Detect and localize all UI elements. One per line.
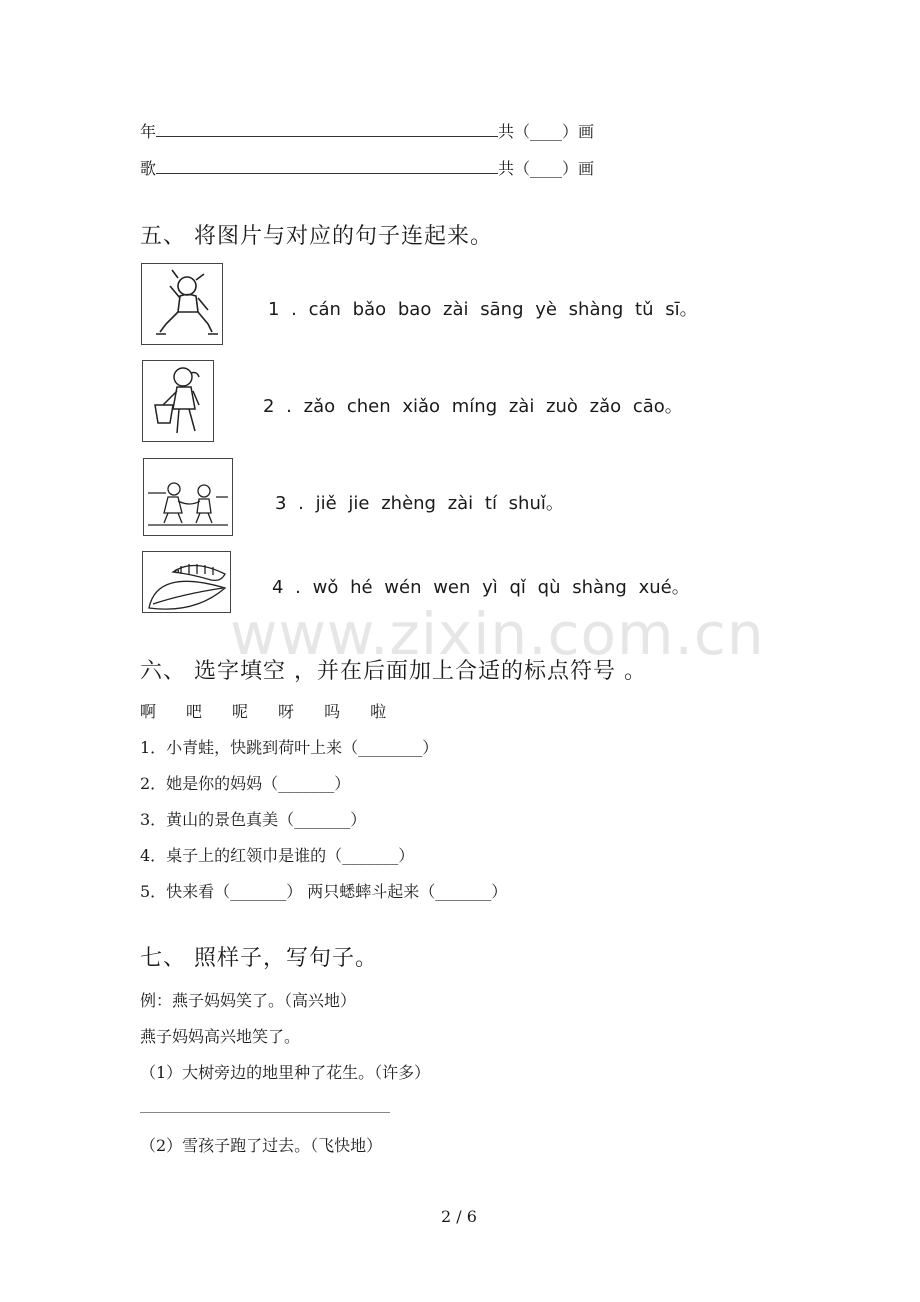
stroke-close: ）画 [562,122,595,141]
section6-title: 六、 选字填空 ，并在后面加上合适的标点符号 。 [140,659,647,684]
fill-item-5 [140,879,507,902]
char-choices [140,699,416,722]
stroke-blank[interactable]: ____ [530,159,563,178]
example-sentence: 例：燕子妈妈笑了。（高兴地） [140,991,357,1010]
stroke-row-1 [140,119,594,142]
fill-close: ） [350,810,367,829]
answer-line[interactable] [156,159,498,174]
fill-text: 1．小青蛙，快跳到荷叶上来（ [140,738,359,757]
walk-to-school-picture[interactable] [143,458,233,536]
children-icon [144,459,232,535]
char-option: 呀 [278,702,295,721]
question-1: （1）大树旁边的地里种了花生。（许多） [140,1063,431,1082]
fill-blank[interactable]: _______ [230,882,287,901]
exercise-icon [142,264,222,344]
stroke-gong: 共（ [498,122,531,141]
section5-title: 五、 将图片与对应的句子连起来。 [140,224,493,249]
fill-text: 4．桌子上的红领巾是谁的（ [140,846,343,865]
fill-blank[interactable]: _______ [342,846,399,865]
fill-blank[interactable]: _______ [294,810,351,829]
fill-text: 2．她是你的妈妈（ [140,774,279,793]
watermark: www.zixin.com.cn [230,600,765,668]
sentence-3: 3 . jiě jie zhèng zài tí shuǐ。 [275,493,564,514]
silkworm-icon [143,552,230,612]
fill-item-1 [140,735,438,758]
char-option: 呢 [232,702,249,721]
answer-line-1[interactable] [140,1112,390,1113]
fill-text: 3．黄山的景色真美（ [140,810,295,829]
bucket-icon [143,361,213,441]
fill-text: 5．快来看（ [140,882,231,901]
stroke-close: ）画 [562,159,595,178]
fill-item-4 [140,843,414,866]
sentence-1: 1 . cán bǎo bao zài sāng yè shàng tǔ sī。 [268,299,698,320]
stroke-row-2 [140,156,594,179]
stroke-gong: 共（ [498,159,531,178]
fill-item-3 [140,807,366,830]
fill-item-2 [140,771,350,794]
stroke-char: 歌 [140,159,157,178]
exercise-picture[interactable] [141,263,223,345]
fill-blank[interactable]: _______ [278,774,335,793]
char-option: 吗 [324,702,341,721]
fill-close: ） [334,774,351,793]
fill-blank-2[interactable]: _______ [435,882,492,901]
char-option: 吧 [186,702,203,721]
sentence-2: 2 . zǎo chen xiǎo míng zài zuò zǎo cāo。 [263,396,683,417]
stroke-char: 年 [140,122,157,141]
fill-close: ） 两只蟋蟀斗起来（ [286,882,436,901]
answer-line[interactable] [156,122,498,137]
question-2: （2）雪孩子跑了过去。（飞快地） [140,1136,383,1155]
section7-title: 七、 照样子，写句子。 [140,946,378,971]
stroke-blank[interactable]: ____ [530,122,563,141]
sentence-4: 4 . wǒ hé wén wen yì qǐ qù shàng xué。 [272,577,690,598]
carry-water-picture[interactable] [142,360,214,442]
char-option: 啦 [370,702,387,721]
fill-blank[interactable]: ________ [358,738,423,757]
fill-close-2: ） [491,882,508,901]
example-answer: 燕子妈妈高兴地笑了。 [140,1027,301,1046]
fill-close: ） [422,738,439,757]
silkworm-picture[interactable] [142,551,231,613]
char-option: 啊 [140,702,157,721]
fill-close: ） [398,846,415,865]
page-number: 2 / 6 [441,1207,477,1226]
